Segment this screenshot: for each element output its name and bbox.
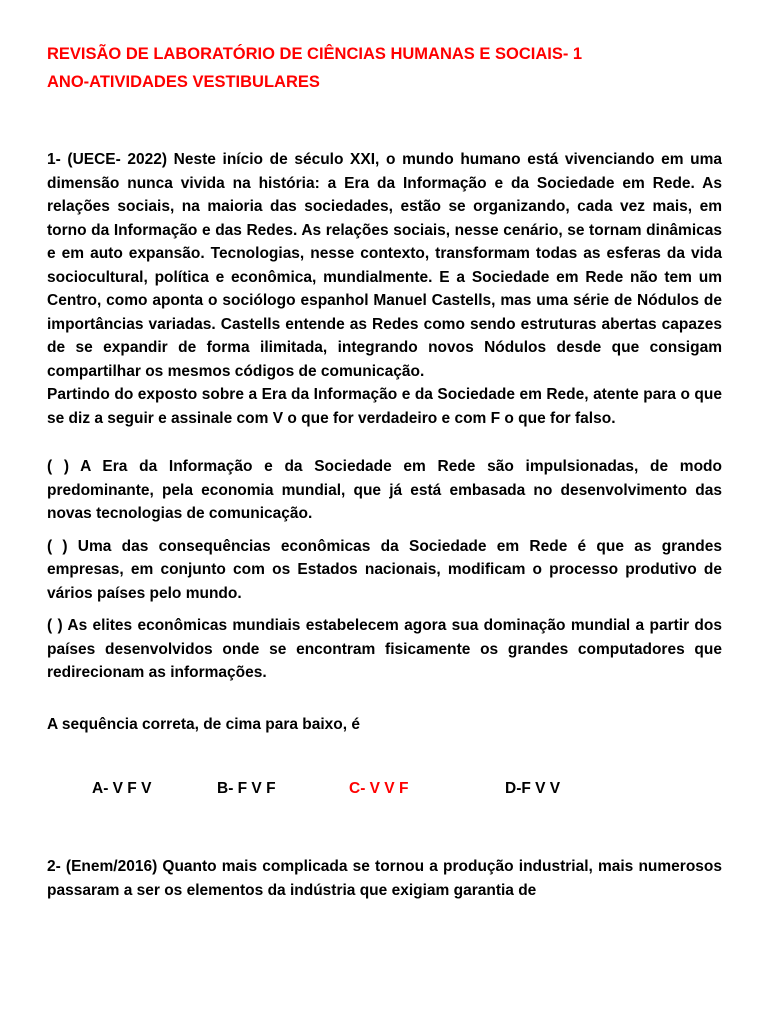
- answer-option-d: D-F V V: [505, 780, 561, 797]
- answer-option-c: C- V V F: [349, 780, 409, 797]
- title-line-1: REVISÃO DE LABORATÓRIO DE CIÊNCIAS HUMANAS E SOCIAIS- 1: [47, 45, 583, 63]
- question-2-text: 2- (Enem/2016) Quanto mais complicada se tornou a produção industrial, mais numerosos passaram a ser os elementos da indústria que exigiam garantia de: [47, 858, 722, 899]
- sequence-prompt: A sequência correta, de cima para baixo, é: [47, 715, 361, 733]
- answer-option-a: A- V F V: [92, 780, 152, 797]
- title-line-2: ANO-ATIVIDADES VESTIBULARES: [47, 73, 320, 91]
- statement-1: ( ) A Era da Informação e da Sociedade em Rede são impulsionadas, de modo predominante, pela economia mundial, que já está embasada no desenvolvimento das novas tecnologias de comunicação.: [47, 458, 722, 522]
- answer-option-b: B- F V F: [217, 780, 276, 797]
- statement-2: ( ) Uma das consequências econômicas da Sociedade em Rede é que as grandes empresas, em conjunto com os Estados nacionais, modificam o processo produtivo de vários países pelo mundo.: [47, 537, 722, 602]
- statement-3: ( ) As elites econômicas mundiais estabelecem agora sua dominação mundial a partir dos países desenvolvidos onde se encontram fisicamente os grandes computadores que redirecionam as informações.: [47, 617, 722, 681]
- document-title: [47, 40, 722, 96]
- document-page: [47, 40, 722, 902]
- answer-options: [47, 777, 722, 801]
- question-1-text: 1- (UECE- 2022) Neste início de século XXI, o mundo humano está vivenciando em uma dimensão nunca vivida na história: a Era da Informação e da Sociedade em Rede. As relações sociais, na maioria das sociedades, estão se organizando, cada vez mais, em torno da Informação e das Redes. As relações sociais, nesse cenário, se tornam dinâmicas e em auto expansão. Tecnologias, nesse contexto, transformam todas as esferas da vida sociocultural, política e econômica, mundialmente. E a Sociedade em Rede não tem um Centro, como aponta o sociólogo espanhol Manuel Castells, mas uma série de Nódulos de importâncias variadas. Castells entende as Redes como sendo estruturas abertas capazes de se expandir de forma ilimitada, integrando novos Nódulos desde que consigam compartilhar os mesmos códigos de comunicação.: [47, 151, 722, 380]
- question-1-instruction: Partindo do exposto sobre a Era da Informação e da Sociedade em Rede, atente para o que se diz a seguir e assinale com V o que for verdadeiro e com F o que for falso.: [47, 386, 722, 427]
